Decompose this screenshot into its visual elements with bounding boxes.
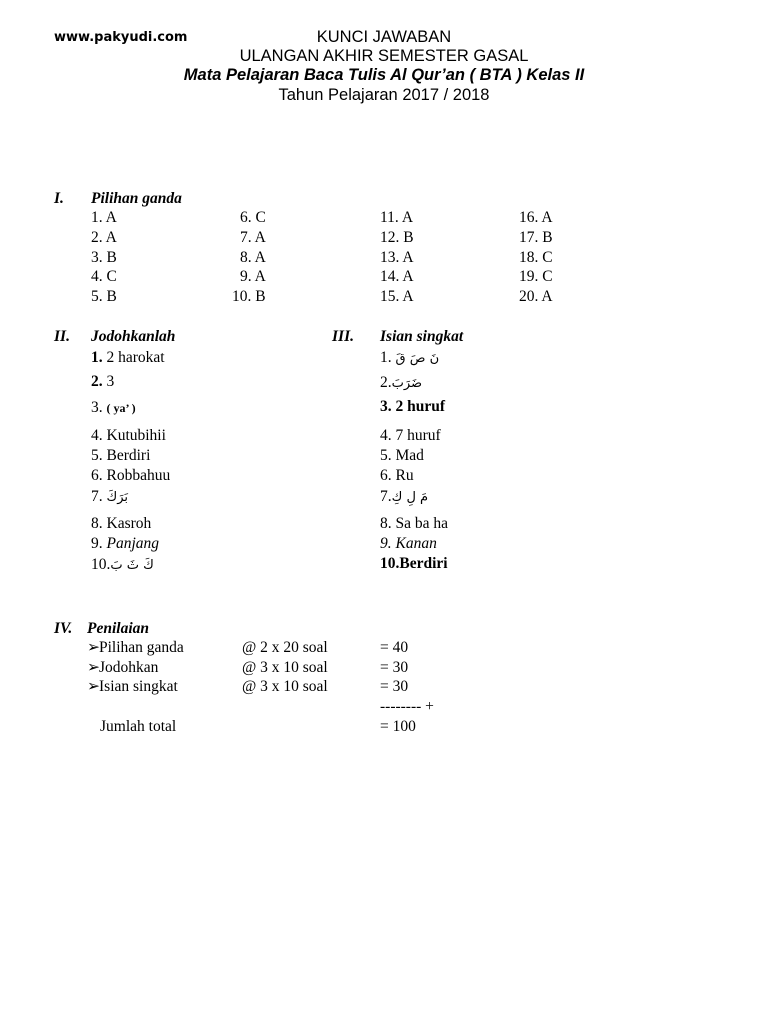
section-number: III. bbox=[332, 328, 354, 345]
score-row-calc: @ 3 x 10 soal bbox=[242, 659, 328, 676]
item-number: 7. bbox=[380, 488, 392, 505]
answer-item: 4. 7 huruf bbox=[380, 427, 441, 444]
item-value: Panjang bbox=[106, 535, 160, 552]
score-row-calc: @ 2 x 20 soal bbox=[242, 639, 328, 656]
item-number: 10. bbox=[91, 556, 111, 573]
score-row-result: = 30 bbox=[380, 659, 409, 676]
answer-item: 13. A bbox=[380, 249, 414, 266]
answer-item: 12. B bbox=[380, 229, 414, 246]
total-label: Jumlah total bbox=[100, 718, 177, 735]
score-row-label: ➢Isian singkat bbox=[87, 678, 178, 695]
answer-item: 7. A bbox=[240, 229, 266, 246]
section-number: I. bbox=[54, 190, 64, 207]
item-number: 7. bbox=[91, 488, 103, 505]
arabic-text: كَ ثَ بَ bbox=[110, 558, 154, 573]
arabic-text: ضَرَبَ bbox=[391, 376, 423, 391]
item-number: 1. bbox=[91, 349, 103, 366]
answer-item: 17. B bbox=[519, 229, 553, 246]
site-url: www.pakyudi.com bbox=[54, 30, 188, 45]
item-number: 1. bbox=[380, 349, 392, 366]
score-row-label: ➢Jodohkan bbox=[87, 659, 159, 676]
answer-item: 1. A bbox=[91, 209, 117, 226]
answer-item: 14. A bbox=[380, 268, 414, 285]
answer-item bbox=[91, 399, 136, 417]
score-row-calc: @ 3 x 10 soal bbox=[242, 678, 328, 695]
answer-item: 6. C bbox=[240, 209, 266, 226]
arabic-text: بَرَكَ bbox=[106, 490, 129, 505]
answer-item: 5. B bbox=[91, 288, 117, 305]
answer-item: 3. 2 huruf bbox=[380, 398, 446, 415]
item-number: 2. bbox=[380, 374, 392, 391]
arabic-text: نَ صَ قَ bbox=[395, 351, 440, 366]
answer-item bbox=[380, 349, 439, 368]
item-number: 3. bbox=[91, 399, 103, 416]
answer-item: 16. A bbox=[519, 209, 553, 226]
arabic-text: مَ لِ كِ bbox=[391, 490, 429, 505]
answer-item bbox=[91, 488, 128, 507]
answer-item: 4. Kutubihii bbox=[91, 427, 166, 444]
doc-subject: Mata Pelajaran Baca Tulis Al Qur’an ( BTA ) Kelas II bbox=[183, 66, 585, 84]
doc-subtitle: ULANGAN AKHIR SEMESTER GASAL bbox=[239, 47, 529, 65]
answer-item: 5. Berdiri bbox=[91, 447, 151, 464]
sum-separator: -------- + bbox=[380, 698, 434, 715]
section-number: IV. bbox=[54, 620, 73, 637]
answer-item: 8. Kasroh bbox=[91, 515, 152, 532]
answer-item: 20. A bbox=[519, 288, 553, 305]
answer-item: 2. A bbox=[91, 229, 117, 246]
doc-year: Tahun Pelajaran 2017 / 2018 bbox=[278, 86, 490, 104]
answer-item bbox=[380, 374, 422, 393]
answer-item bbox=[91, 373, 114, 391]
item-value: 2 harokat bbox=[106, 349, 165, 366]
answer-item bbox=[91, 349, 165, 367]
answer-item: 18. C bbox=[519, 249, 553, 266]
arrow-bullet-icon: ➢ bbox=[87, 678, 100, 695]
answer-item: 6. Ru bbox=[380, 467, 414, 484]
arrow-bullet-icon: ➢ bbox=[87, 639, 100, 656]
section-number: II. bbox=[54, 328, 70, 345]
answer-item bbox=[91, 535, 159, 553]
section-title: Penilaian bbox=[87, 620, 150, 637]
answer-item: 15. A bbox=[380, 288, 414, 305]
arrow-bullet-icon: ➢ bbox=[87, 659, 100, 676]
section-title: Pilihan ganda bbox=[91, 190, 182, 207]
answer-item: 6. Robbahuu bbox=[91, 467, 171, 484]
answer-item: 9. A bbox=[240, 268, 266, 285]
item-number: 2. bbox=[91, 373, 103, 390]
section-title: Jodohkanlah bbox=[91, 328, 176, 345]
answer-item: 10.Berdiri bbox=[380, 555, 448, 572]
section-title: Isian singkat bbox=[380, 328, 464, 345]
answer-item: 11. A bbox=[380, 209, 414, 226]
item-number: 9. bbox=[91, 535, 103, 552]
item-value: ( ya’ ) bbox=[106, 401, 136, 415]
doc-title: KUNCI JAWABAN bbox=[316, 28, 452, 46]
total-value: = 100 bbox=[380, 718, 416, 735]
answer-item: 8. A bbox=[240, 249, 266, 266]
answer-item: 4. C bbox=[91, 268, 117, 285]
score-row-label: ➢Pilihan ganda bbox=[87, 639, 184, 656]
item-value: 3 bbox=[106, 373, 115, 390]
answer-item bbox=[380, 488, 428, 507]
answer-item: 3. B bbox=[91, 249, 117, 266]
score-row-result: = 30 bbox=[380, 678, 409, 695]
answer-item: 5. Mad bbox=[380, 447, 424, 464]
answer-item: 8. Sa ba ha bbox=[380, 515, 449, 532]
answer-item: 9. Kanan bbox=[380, 535, 437, 552]
answer-item bbox=[91, 556, 154, 575]
answer-item: 10. B bbox=[232, 288, 266, 305]
answer-item: 19. C bbox=[519, 268, 553, 285]
score-row-result: = 40 bbox=[380, 639, 409, 656]
